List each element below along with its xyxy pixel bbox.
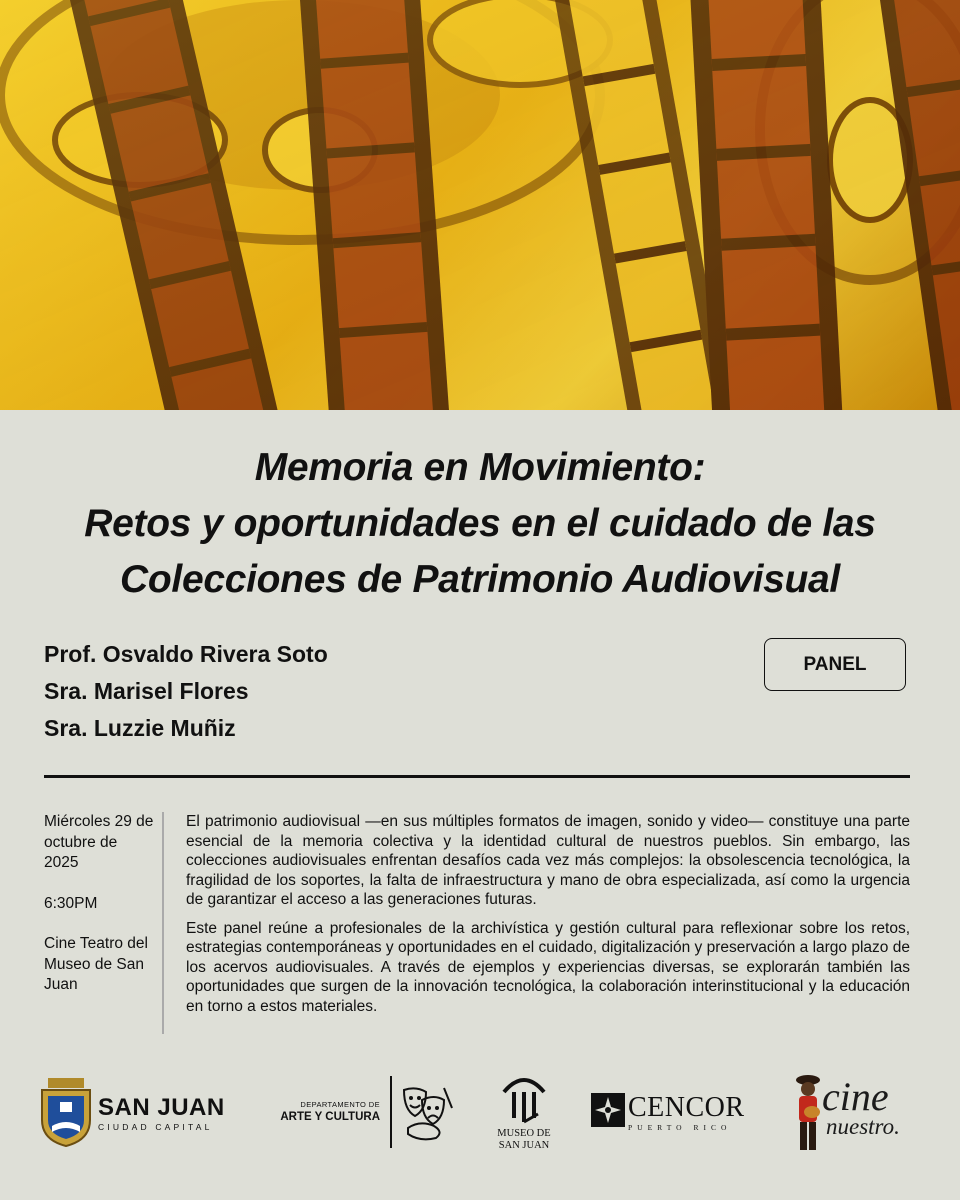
description-paragraph: Este panel reúne a profesionales de la archivística y gestión cultural para reflexionar sobre los retos, estrategias contemporáneas y oportunidades en el cuidado, digitalización y preservación a largo plazo de los acervos audiovisuales. A través de ejemplos y experiencias diversas, se explorarán también las oportunidades que surgen de la innovación tecnológica, la colaboración interinstitucional y la educación en torno a estos materiales. [186,919,910,1015]
figure-with-guitar-icon [790,1072,826,1154]
theater-masks-palette-icon [400,1084,456,1142]
event-title [0,440,960,608]
logo-divider [390,1076,392,1148]
cencor-emblem-icon [590,1092,626,1128]
divider [44,775,910,778]
san-juan-crest-icon [38,1076,94,1148]
event-description [186,812,910,1025]
cencor-wordmark: CENCOR PUERTO RICO [628,1092,745,1132]
museo-wordmark: MUSEO DE SAN JUAN [497,1128,551,1151]
title-line-1: Memoria en Movimiento: [254,446,706,489]
title-line-3: Colecciones de Patrimonio Audiovisual [120,558,840,601]
event-details [44,812,156,1016]
title-line-2: Retos y oportunidades en el cuidado de las [84,502,876,545]
speaker-name: Prof. Osvaldo Rivera Soto [44,641,328,667]
san-juan-wordmark: SAN JUAN CIUDAD CAPITAL [98,1094,225,1132]
panel-badge: PANEL [764,638,906,691]
cine-nuestro-wordmark: cine nuestro. [822,1074,900,1139]
speaker-name: Sra. Marisel Flores [44,678,249,704]
event-venue: Cine Teatro del Museo de San Juan [44,935,148,993]
speaker-list [44,636,328,747]
museo-arch-icon [498,1070,550,1126]
hero-film-reel-image [0,0,960,410]
speaker-name: Sra. Luzzie Muñiz [44,715,236,741]
event-time: 6:30PM [44,894,98,912]
arte-cultura-wordmark: DEPARTAMENTO DE ARTE Y CULTURA [280,1100,380,1123]
vertical-divider [162,812,164,1034]
event-date: Miércoles 29 de octubre de 2025 [44,813,154,871]
description-paragraph: El patrimonio audiovisual —en sus múltiples formatos de imagen, sonido y video— constituye una parte esencial de la memoria colectiva y la identidad cultural de nuestros pueblos. Sin embargo, las colecciones audiovisuales enfrentan desafíos cada vez más complejos: la obsolescencia tecnológica, la fragilidad de los soportes, la falta de infraestructura y mano de obra especializada, así como la urgencia de garantizar el acceso a las generaciones futuras. [186,813,910,908]
